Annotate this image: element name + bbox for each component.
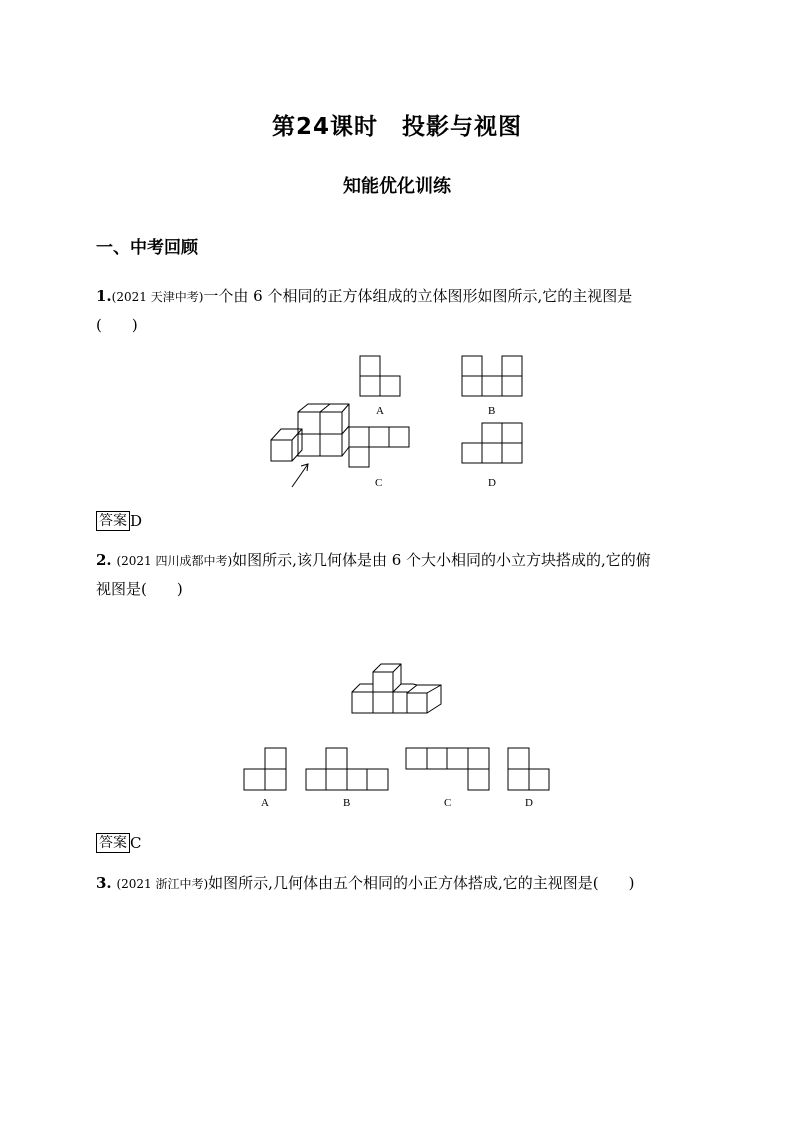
question-text: 如图所示,几何体由五个相同的小正方体搭成,它的主视图是( ) (208, 874, 635, 892)
question-number: 2. (96, 551, 112, 569)
question-2-line1 (96, 546, 706, 575)
q1-option-a-figure (360, 356, 400, 396)
q1-option-b-figure (462, 356, 522, 396)
q1-label-d: D (488, 477, 496, 489)
q1-label-c: C (375, 477, 383, 489)
lesson-title: 第24课时 投影与视图 (271, 114, 522, 140)
question-3-line1 (96, 869, 706, 898)
answer-2 (96, 833, 141, 853)
q1-solid-figure (271, 404, 349, 487)
question-1-line2: ( ) (96, 316, 138, 334)
q1-label-a: A (376, 405, 384, 417)
q1-option-d-figure (462, 423, 522, 463)
q2-option-b-figure (306, 748, 388, 790)
q1-label-b: B (488, 405, 496, 417)
q2-label-d: D (525, 797, 533, 809)
q2-label-b: B (343, 797, 351, 809)
q2-option-c-figure (406, 748, 489, 790)
question-2-line2: 视图是( ) (96, 580, 183, 598)
question-source: (2021 浙江中考) (116, 877, 209, 891)
question-number: 3. (96, 874, 112, 892)
section-heading: 一、中考回顾 (96, 238, 198, 258)
question-number: 1. (96, 287, 112, 305)
answer-value: D (130, 512, 143, 530)
answer-label: 答案 (96, 511, 130, 531)
q2-option-a-figure (244, 748, 286, 790)
section-subtitle: 知能优化训练 (343, 176, 451, 197)
answer-value: C (130, 834, 142, 852)
q2-label-c: C (444, 797, 452, 809)
question-source: (2021 天津中考) (111, 290, 204, 304)
question-2 (96, 546, 706, 603)
question-source: (2021 四川成都中考) (116, 554, 233, 568)
answer-1 (96, 511, 142, 531)
question-1-line1 (96, 282, 706, 311)
q1-option-c-figure (349, 427, 409, 467)
question-1 (96, 282, 706, 339)
question-3 (96, 869, 706, 898)
question-text: 如图所示,该几何体是由 6 个大小相同的小立方块搭成的,它的俯 (232, 551, 651, 569)
question-text: 一个由 6 个相同的正方体组成的立体图形如图所示,它的主视图是 (203, 287, 633, 305)
answer-label: 答案 (96, 833, 130, 853)
q2-option-d-figure (508, 748, 549, 790)
q2-solid-figure (352, 664, 441, 713)
q2-label-a: A (261, 797, 269, 809)
